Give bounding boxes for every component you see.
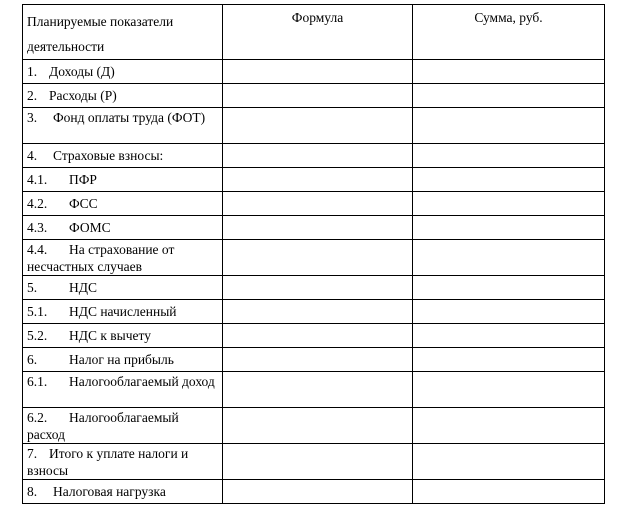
row-label-cell	[23, 324, 223, 348]
row-label-cell	[23, 168, 223, 192]
sum-cell[interactable]	[413, 408, 605, 444]
table-row	[23, 240, 605, 276]
table-row	[23, 192, 605, 216]
row-label: Страховые взносы:	[53, 148, 164, 163]
header-formula: Формула	[223, 5, 413, 60]
formula-cell[interactable]	[223, 240, 413, 276]
row-number: 4.3.	[27, 220, 48, 235]
row-label-cell	[23, 60, 223, 84]
formula-cell[interactable]	[223, 144, 413, 168]
formula-cell[interactable]	[223, 108, 413, 144]
sum-cell[interactable]	[413, 216, 605, 240]
formula-cell[interactable]	[223, 408, 413, 444]
row-label: НДС к вычету	[69, 328, 151, 343]
table-row	[23, 324, 605, 348]
table-row	[23, 408, 605, 444]
row-label: Доходы (Д)	[49, 64, 115, 79]
row-number: 1.	[27, 64, 38, 79]
table-row	[23, 168, 605, 192]
row-label-cell	[23, 144, 223, 168]
sum-cell[interactable]	[413, 144, 605, 168]
row-number: 4.4.	[27, 242, 48, 257]
row-label: На страхование от несчастных случаев	[27, 242, 175, 274]
row-number: 7.	[27, 446, 38, 461]
tax-indicators-table	[22, 4, 605, 504]
row-label: Налог на прибыль	[69, 352, 174, 367]
formula-cell[interactable]	[223, 348, 413, 372]
row-number: 8.	[27, 484, 38, 499]
table-header-row	[23, 5, 605, 60]
sum-cell[interactable]	[413, 84, 605, 108]
formula-cell[interactable]	[223, 324, 413, 348]
sum-cell[interactable]	[413, 168, 605, 192]
table-row	[23, 144, 605, 168]
row-label: Фонд оплаты труда (ФОТ)	[53, 110, 206, 125]
sum-cell[interactable]	[413, 240, 605, 276]
row-label-cell	[23, 372, 223, 408]
table-row	[23, 276, 605, 300]
row-label: Налоговая нагрузка	[53, 484, 166, 499]
row-label: Итого к уплате налоги и взносы	[27, 446, 189, 478]
row-label-cell	[23, 192, 223, 216]
row-number: 5.1.	[27, 304, 48, 319]
row-number: 6.1.	[27, 374, 48, 389]
row-number: 6.	[27, 352, 38, 367]
row-label-cell	[23, 216, 223, 240]
formula-cell[interactable]	[223, 192, 413, 216]
sum-cell[interactable]	[413, 348, 605, 372]
table-row	[23, 480, 605, 504]
row-label: Расходы (Р)	[49, 88, 117, 103]
table-row	[23, 216, 605, 240]
row-number: 4.	[27, 148, 38, 163]
table-row	[23, 84, 605, 108]
row-number: 2.	[27, 88, 38, 103]
header-indicators: Планируемые показатели деятельности	[23, 5, 223, 60]
sum-cell[interactable]	[413, 276, 605, 300]
row-label: ПФР	[69, 172, 97, 187]
row-number: 4.2.	[27, 196, 48, 211]
sum-cell[interactable]	[413, 324, 605, 348]
sum-cell[interactable]	[413, 108, 605, 144]
row-label: Налогооблагаемый доход	[69, 374, 215, 389]
formula-cell[interactable]	[223, 444, 413, 480]
row-label-cell	[23, 240, 223, 276]
formula-cell[interactable]	[223, 216, 413, 240]
table-row	[23, 60, 605, 84]
header-sum: Сумма, руб.	[413, 5, 605, 60]
row-label-cell	[23, 276, 223, 300]
row-label-cell	[23, 300, 223, 324]
row-number: 3.	[27, 110, 38, 125]
row-label-cell	[23, 408, 223, 444]
row-label: ФОМС	[69, 220, 111, 235]
formula-cell[interactable]	[223, 168, 413, 192]
row-label-cell	[23, 108, 223, 144]
sum-cell[interactable]	[413, 480, 605, 504]
sum-cell[interactable]	[413, 444, 605, 480]
table-row	[23, 444, 605, 480]
formula-cell[interactable]	[223, 480, 413, 504]
row-label-cell	[23, 444, 223, 480]
row-number: 5.2.	[27, 328, 48, 343]
sum-cell[interactable]	[413, 372, 605, 408]
row-number: 4.1.	[27, 172, 48, 187]
formula-cell[interactable]	[223, 60, 413, 84]
formula-cell[interactable]	[223, 276, 413, 300]
row-label: ФСС	[69, 196, 98, 211]
row-label-cell	[23, 84, 223, 108]
row-label: Налогооблагаемый расход	[27, 410, 179, 442]
sum-cell[interactable]	[413, 60, 605, 84]
sum-cell[interactable]	[413, 192, 605, 216]
formula-cell[interactable]	[223, 84, 413, 108]
row-label-cell	[23, 480, 223, 504]
row-label-cell	[23, 348, 223, 372]
row-label: НДС начисленный	[69, 304, 177, 319]
table-row	[23, 372, 605, 408]
row-number: 5.	[27, 280, 38, 295]
table-row	[23, 348, 605, 372]
formula-cell[interactable]	[223, 300, 413, 324]
row-label: НДС	[69, 280, 97, 295]
row-number: 6.2.	[27, 410, 48, 425]
table-row	[23, 300, 605, 324]
sum-cell[interactable]	[413, 300, 605, 324]
table-row	[23, 108, 605, 144]
formula-cell[interactable]	[223, 372, 413, 408]
